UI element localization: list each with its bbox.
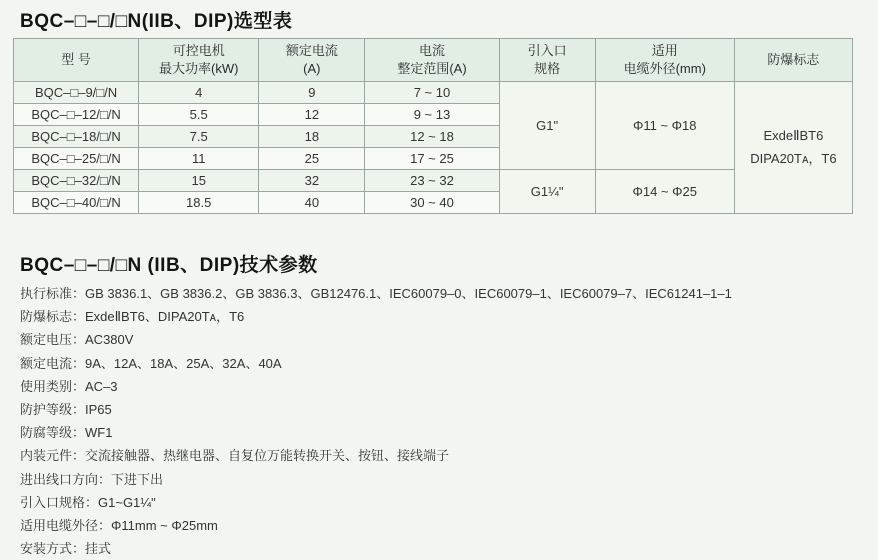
header-inlet: 引入口 规格 [499, 39, 595, 82]
model-cell: BQC–□–32/□/N [14, 170, 139, 192]
power-cell: 15 [139, 170, 259, 192]
model-cell: BQC–□–25/□/N [14, 148, 139, 170]
param-mounting-type [20, 537, 732, 560]
power-cell: 11 [139, 148, 259, 170]
param-value: AC–3 [85, 378, 118, 394]
current-cell: 40 [259, 192, 365, 214]
param-value: G1~G1¼" [98, 494, 156, 510]
param-label: 安装方式： [20, 541, 86, 557]
power-cell: 18.5 [139, 192, 259, 214]
param-value: 9A、12A、18A、25A、32A、40A [85, 355, 282, 371]
range-cell: 30 ~ 40 [365, 192, 499, 214]
param-wire-direction [20, 468, 732, 491]
param-value: 挂式 [85, 541, 112, 557]
model-cell: BQC–□–9/□/N [14, 82, 139, 104]
tech-params-title: BQC–□–□/□N (IIB、DIP)技术参数 [20, 255, 318, 276]
inlet-spec-cell-g1-quarter: G1¼" [499, 170, 595, 214]
model-cell: BQC–□–18/□/N [14, 126, 139, 148]
param-ip-rating [20, 398, 732, 421]
param-value: 下进下出 [111, 471, 164, 487]
param-label: 内装元件： [20, 448, 86, 464]
param-executive-standard [20, 282, 732, 305]
param-label: 适用电缆外径： [20, 517, 112, 533]
header-model: 型 号 [14, 39, 139, 82]
param-anticorrosion-grade [20, 421, 732, 444]
power-cell: 4 [139, 82, 259, 104]
power-cell: 7.5 [139, 126, 259, 148]
header-mark: 防爆标志 [734, 39, 852, 82]
table-row [14, 170, 853, 192]
param-label: 进出线口方向： [20, 471, 112, 487]
range-cell: 12 ~ 18 [365, 126, 499, 148]
param-label: 引入口规格： [20, 494, 99, 510]
param-value: Φ11mm ~ Φ25mm [111, 517, 218, 533]
header-range: 电流 整定范围(A) [365, 39, 499, 82]
param-label: 额定电流： [20, 355, 86, 371]
param-value: ExdeⅡBT6、DIPA20Tᴀ，T6 [85, 309, 245, 325]
selection-table-header [14, 39, 853, 82]
param-value: 交流接触器、热继电器、自复位万能转换开关、按钮、接线端子 [85, 448, 450, 464]
param-rated-current [20, 352, 732, 375]
header-cable: 适用 电缆外径(mm) [595, 39, 734, 82]
model-cell: BQC–□–40/□/N [14, 192, 139, 214]
param-value: AC380V [85, 332, 134, 348]
cable-diameter-cell-1: Φ11 ~ Φ18 [595, 82, 734, 170]
header-current: 额定电流 (A) [259, 39, 365, 82]
current-cell: 18 [259, 126, 365, 148]
param-cable-diameter [20, 514, 732, 537]
selection-table [13, 38, 853, 214]
inlet-spec-cell-g1: G1" [499, 82, 595, 170]
tech-params-list [20, 282, 732, 560]
model-cell: BQC–□–12/□/N [14, 104, 139, 126]
param-value: GB 3836.1、GB 3836.2、GB 3836.3、GB12476.1、IEC60079–0、IEC60079–1、IEC60079–7、IEC61241–1–1 [85, 286, 732, 301]
range-cell: 7 ~ 10 [365, 82, 499, 104]
param-rated-voltage [20, 328, 732, 351]
param-value: WF1 [85, 425, 113, 441]
param-label: 额定电压： [20, 332, 86, 348]
param-inlet-spec [20, 491, 732, 514]
current-cell: 25 [259, 148, 365, 170]
table-row [14, 82, 853, 104]
param-utilization-category [20, 375, 732, 398]
header-power: 可控电机 最大功率(kW) [139, 39, 259, 82]
param-value: IP65 [85, 401, 112, 417]
param-label: 防护等级： [20, 401, 86, 417]
ex-mark-cell: ExdeⅡBT6 DIPA20Tᴀ，T6 [734, 82, 852, 214]
range-cell: 23 ~ 32 [365, 170, 499, 192]
current-cell: 9 [259, 82, 365, 104]
range-cell: 9 ~ 13 [365, 104, 499, 126]
current-cell: 12 [259, 104, 365, 126]
param-label: 防腐等级： [20, 425, 86, 441]
param-label: 防爆标志： [20, 309, 86, 325]
param-ex-mark [20, 305, 732, 328]
range-cell: 17 ~ 25 [365, 148, 499, 170]
param-label: 执行标准： [20, 286, 86, 301]
param-label: 使用类别： [20, 378, 86, 394]
cable-diameter-cell-2: Φ14 ~ Φ25 [595, 170, 734, 214]
current-cell: 32 [259, 170, 365, 192]
selection-table-title: BQC–□–□/□N(IIB、DIP)选型表 [20, 11, 293, 32]
param-internal-components [20, 444, 732, 467]
power-cell: 5.5 [139, 104, 259, 126]
